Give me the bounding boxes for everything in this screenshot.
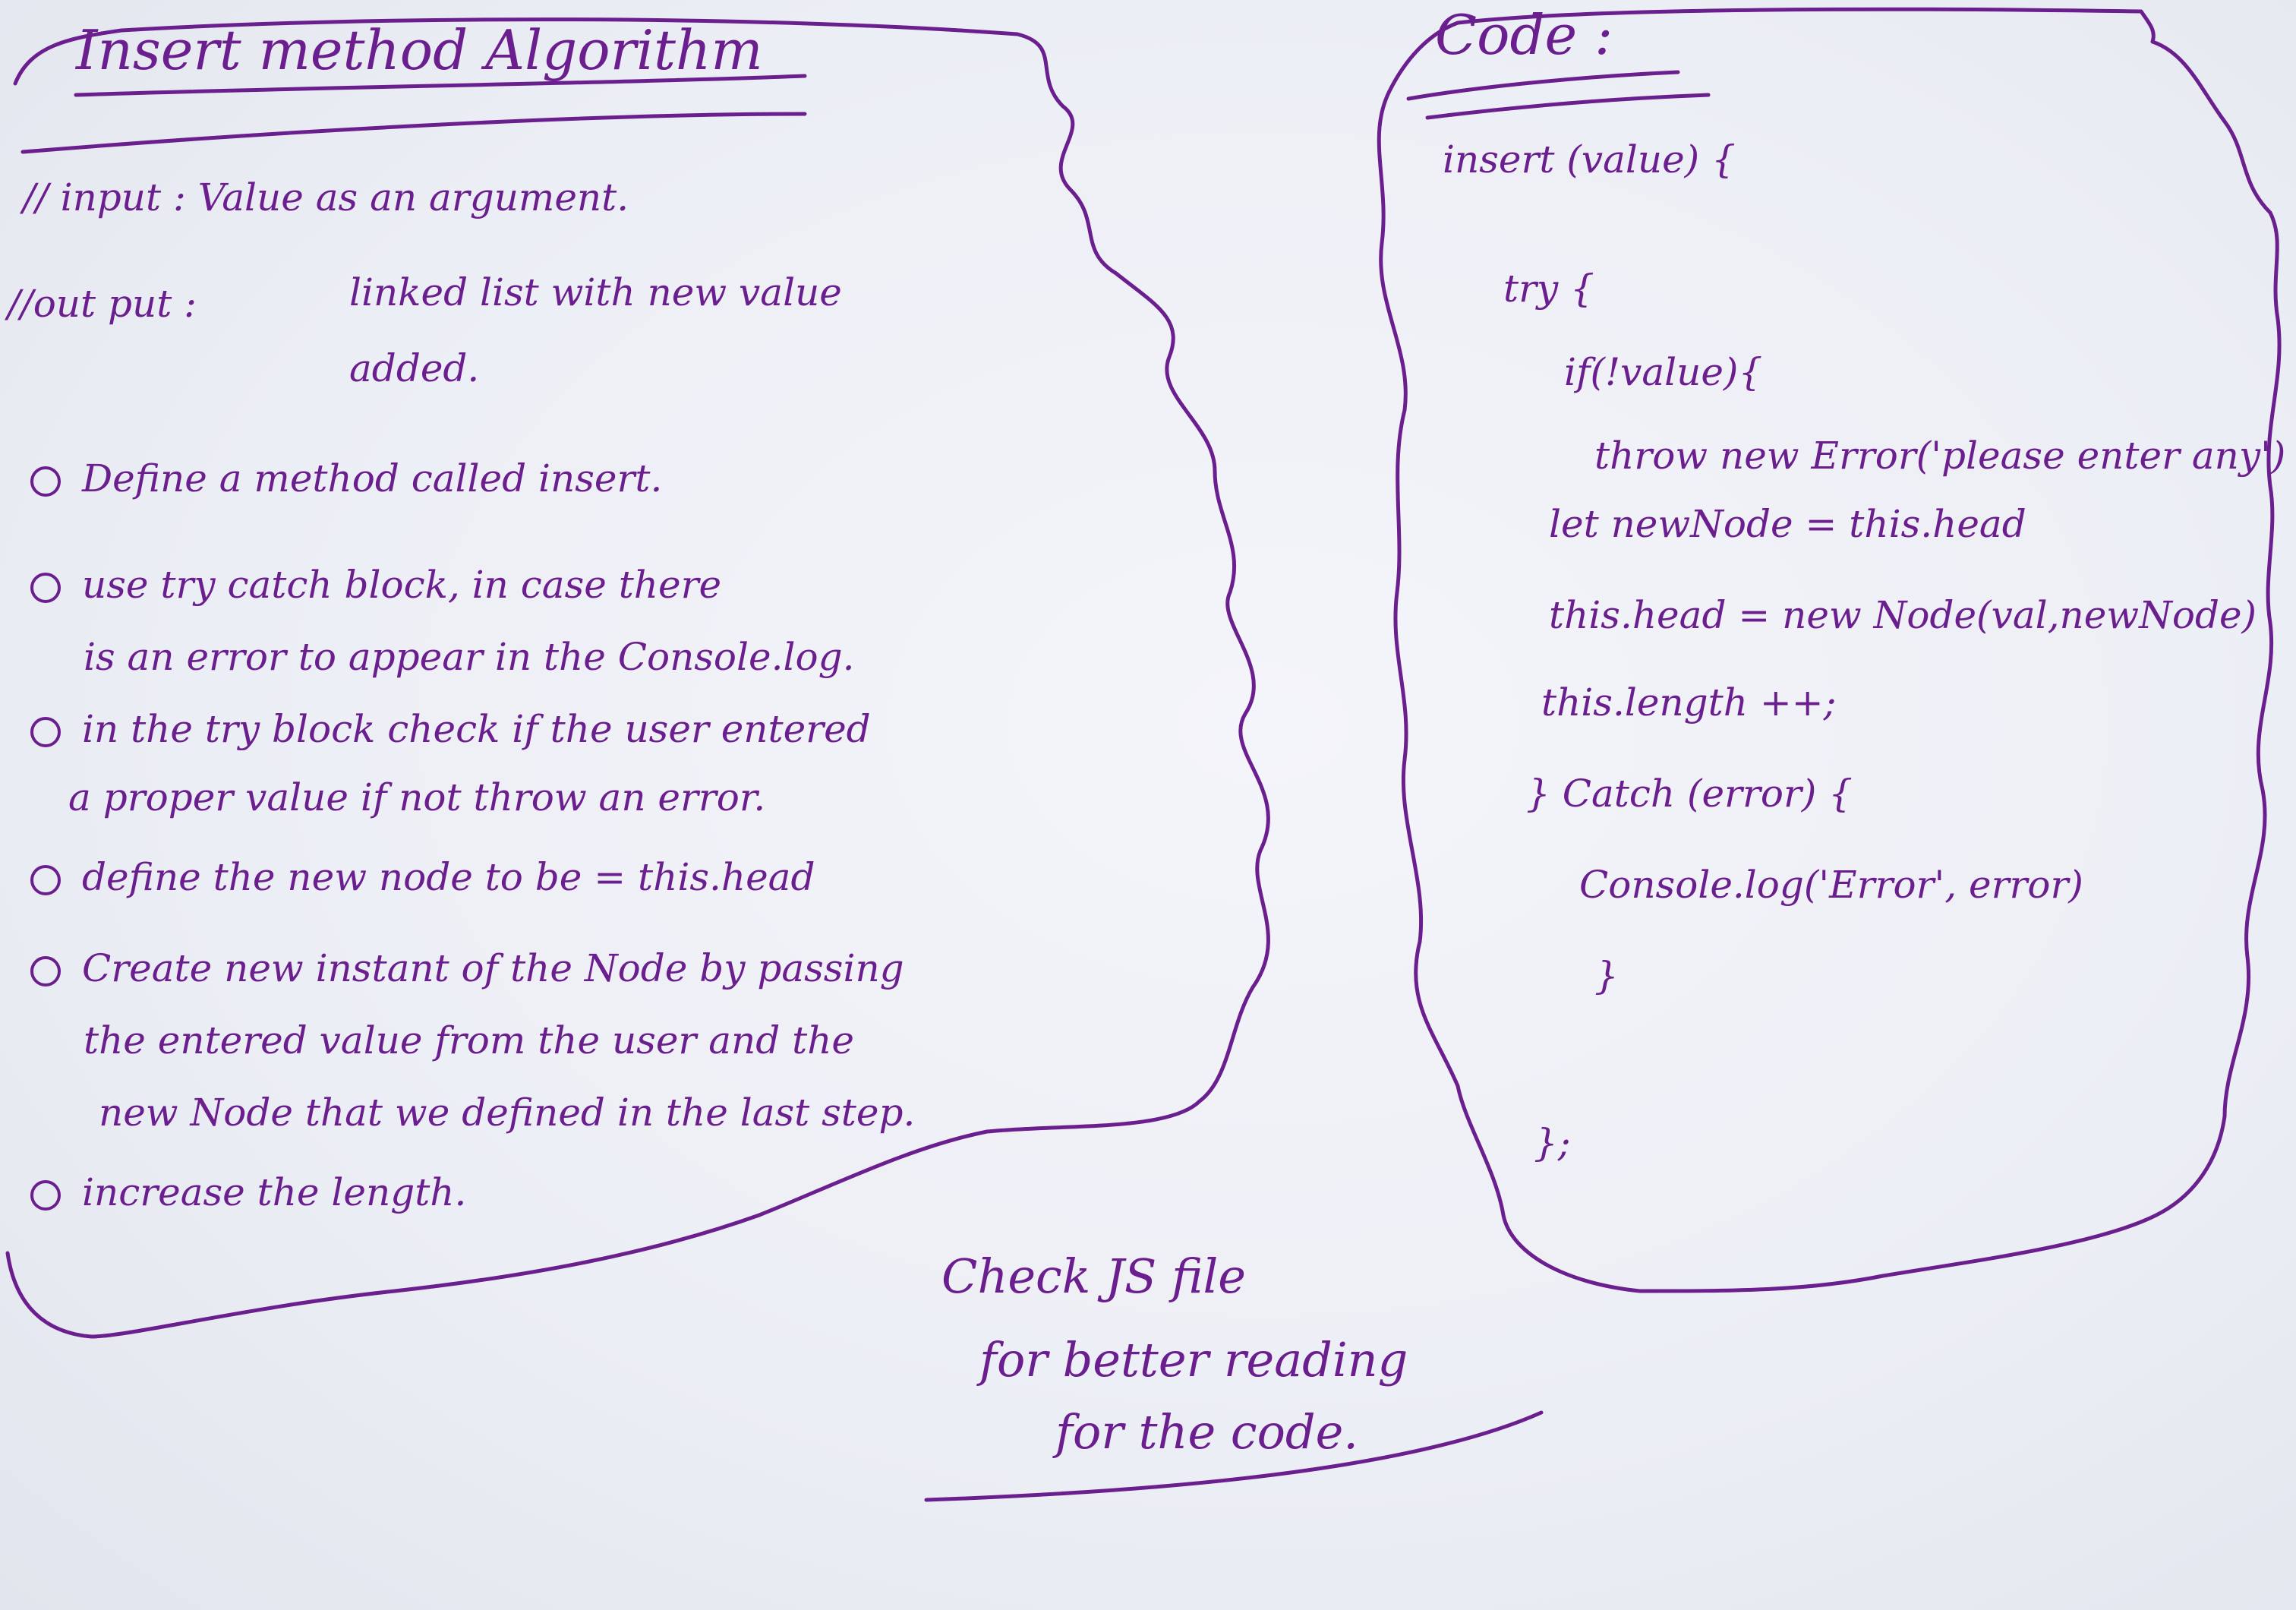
code-line: insert (value) { (1443, 137, 1736, 182)
note-line-1: Check JS file (941, 1249, 1246, 1304)
code-cloud-outline (1379, 3, 2279, 1291)
algorithm-step-3-line1: in the try block check if the user entered (82, 707, 871, 751)
code-title-underline-2 (1427, 95, 1708, 118)
step-bullet-icon (30, 956, 61, 987)
algorithm-step-5-line2: the entered value from the user and the (84, 1018, 855, 1062)
algorithm-step-6 (30, 1170, 467, 1214)
code-line: if(!value){ (1564, 350, 1763, 394)
code-line: try { (1503, 267, 1594, 311)
algorithm-output-line2: added. (349, 346, 480, 390)
algorithm-output-line1: linked list with new value (349, 270, 842, 314)
algorithm-step-3 (30, 707, 871, 751)
algorithm-step-4-text: define the new node to be = this.head (82, 855, 815, 899)
code-line: Console.log('Error', error) (1579, 863, 2083, 907)
algorithm-input-line: // input : Value as an argument. (23, 175, 629, 219)
code-line: let newNode = this.head (1549, 502, 2026, 546)
algorithm-step-2-line2: is an error to appear in the Console.log. (84, 635, 855, 679)
algorithm-step-4 (30, 855, 815, 899)
algorithm-step-1 (30, 456, 663, 500)
step-bullet-icon (30, 865, 61, 895)
step-bullet-icon (30, 717, 61, 747)
code-line: }; (1534, 1121, 1571, 1165)
algorithm-step-5 (30, 946, 904, 990)
algorithm-step-6-text: increase the length. (82, 1170, 467, 1214)
step-bullet-icon (30, 573, 61, 603)
algorithm-step-1-text: Define a method called insert. (82, 456, 663, 500)
code-line: } Catch (error) { (1526, 772, 1853, 816)
code-line: throw new Error('please enter any') (1594, 434, 2286, 478)
code-line: this.head = new Node(val,newNode) (1549, 593, 2257, 637)
note-line-3: for the code. (1055, 1404, 1359, 1460)
algorithm-title: Insert method Algorithm (76, 18, 763, 82)
algorithm-step-2-line1: use try catch block, in case there (82, 563, 722, 607)
algorithm-step-3-line2: a proper value if not throw an error. (68, 775, 766, 819)
note-line-2: for better reading (979, 1332, 1408, 1387)
algorithm-step-5-line1: Create new instant of the Node by passing (82, 946, 904, 990)
algorithm-step-5-line3: new Node that we defined in the last step. (99, 1091, 916, 1135)
step-bullet-icon (30, 1180, 61, 1211)
algorithm-output-label: //out put : (8, 282, 197, 326)
code-line: this.length ++; (1541, 680, 1837, 724)
code-title-underline-1 (1408, 72, 1678, 99)
step-bullet-icon (30, 466, 61, 497)
code-line: } (1594, 954, 1619, 998)
algorithm-step-2 (30, 563, 722, 607)
title-underline-2 (23, 114, 805, 152)
code-title: Code : (1435, 3, 1613, 67)
